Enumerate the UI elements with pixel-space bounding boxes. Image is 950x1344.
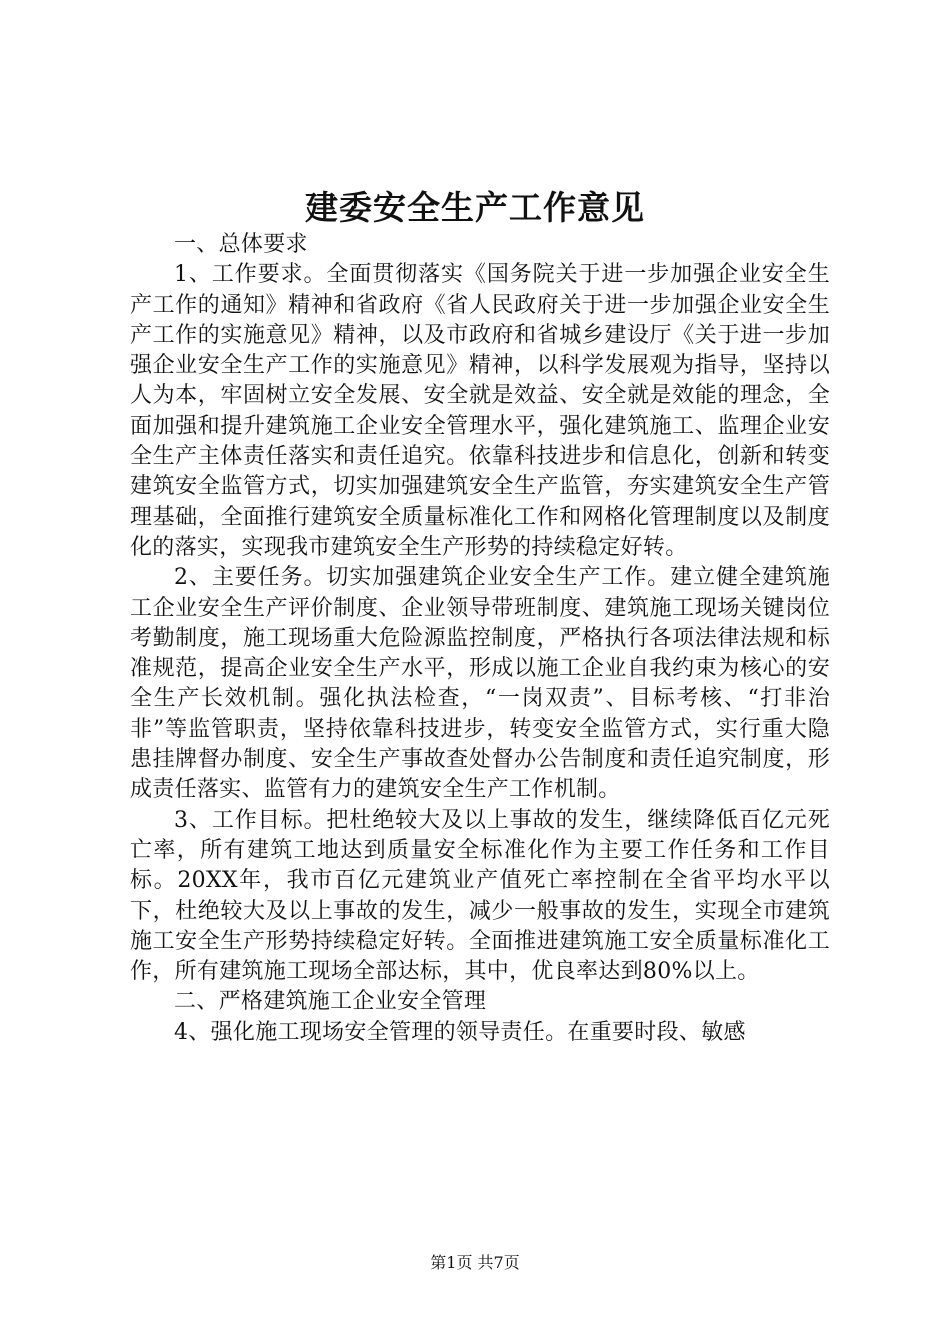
section-heading-1: 一、总体要求	[174, 232, 308, 257]
page-footer: 第1页 共7页	[430, 1253, 520, 1272]
paragraph-3: 3、工作目标。把杜绝较大及以上事故的发生，继续降低百亿元死亡率，所有建筑工地达到质量安全标准化作为主要工作任务和工作目标。20XX年，我市百亿元建筑业产值死亡率控制在全省平均水平以下，杜绝较大及以上事故的发生，减少一般事故的发生，实现全市建筑施工安全生产形势持续稳定好转。全面推进建筑施工安全质量标准化工作，所有建筑施工现场全部达标，其中，优良率达到80%以上。	[130, 807, 830, 985]
section-heading-2: 二、严格建筑施工企业安全管理	[174, 989, 487, 1015]
document-body	[130, 230, 830, 1048]
document-title: 建委安全生产工作意见	[305, 188, 645, 227]
paragraph-2: 2、主要任务。切实加强建筑企业安全生产工作。建立健全建筑施工企业安全生产评价制度、企业领导带班制度、建筑施工现场关键岗位考勤制度，施工现场重大危险源监控制度，严格执行各项法律法规和标准规范，提高企业安全生产水平，形成以施工企业自我约束为核心的安全生产长效机制。强化执法检查，“一岗双责”、目标考核、“打非治非”等监管职责，坚持依靠科技进步，转变安全监管方式，实行重大隐患挂牌督办制度、安全生产事故查处督办公告制度和责任追究制度，形成责任落实、监管有力的建筑安全生产工作机制。	[130, 565, 830, 803]
paragraph-4: 4、强化施工现场安全管理的领导责任。在重要时段、敏感	[174, 1019, 746, 1045]
paragraph-1: 1、工作要求。全面贯彻落实《国务院关于进一步加强企业安全生产工作的通知》精神和省政府《省人民政府关于进一步加强企业安全生产工作的实施意见》精神，以及市政府和省城乡建设厅《关于进一步加强企业安全生产工作的实施意见》精神，以科学发展观为指导，坚持以人为本，牢固树立安全发展、安全就是效益、安全就是效能的理念，全面加强和提升建筑施工企业安全管理水平，强化建筑施工、监理企业安全生产主体责任落实和责任追究。依靠科技进步和信息化，创新和转变建筑安全监管方式，切实加强建筑安全生产监管，夯实建筑安全生产管理基础，全面推行建筑安全质量标准化工作和网格化管理制度以及制度化的落实，实现我市建筑安全生产形势的持续稳定好转。	[130, 262, 830, 560]
